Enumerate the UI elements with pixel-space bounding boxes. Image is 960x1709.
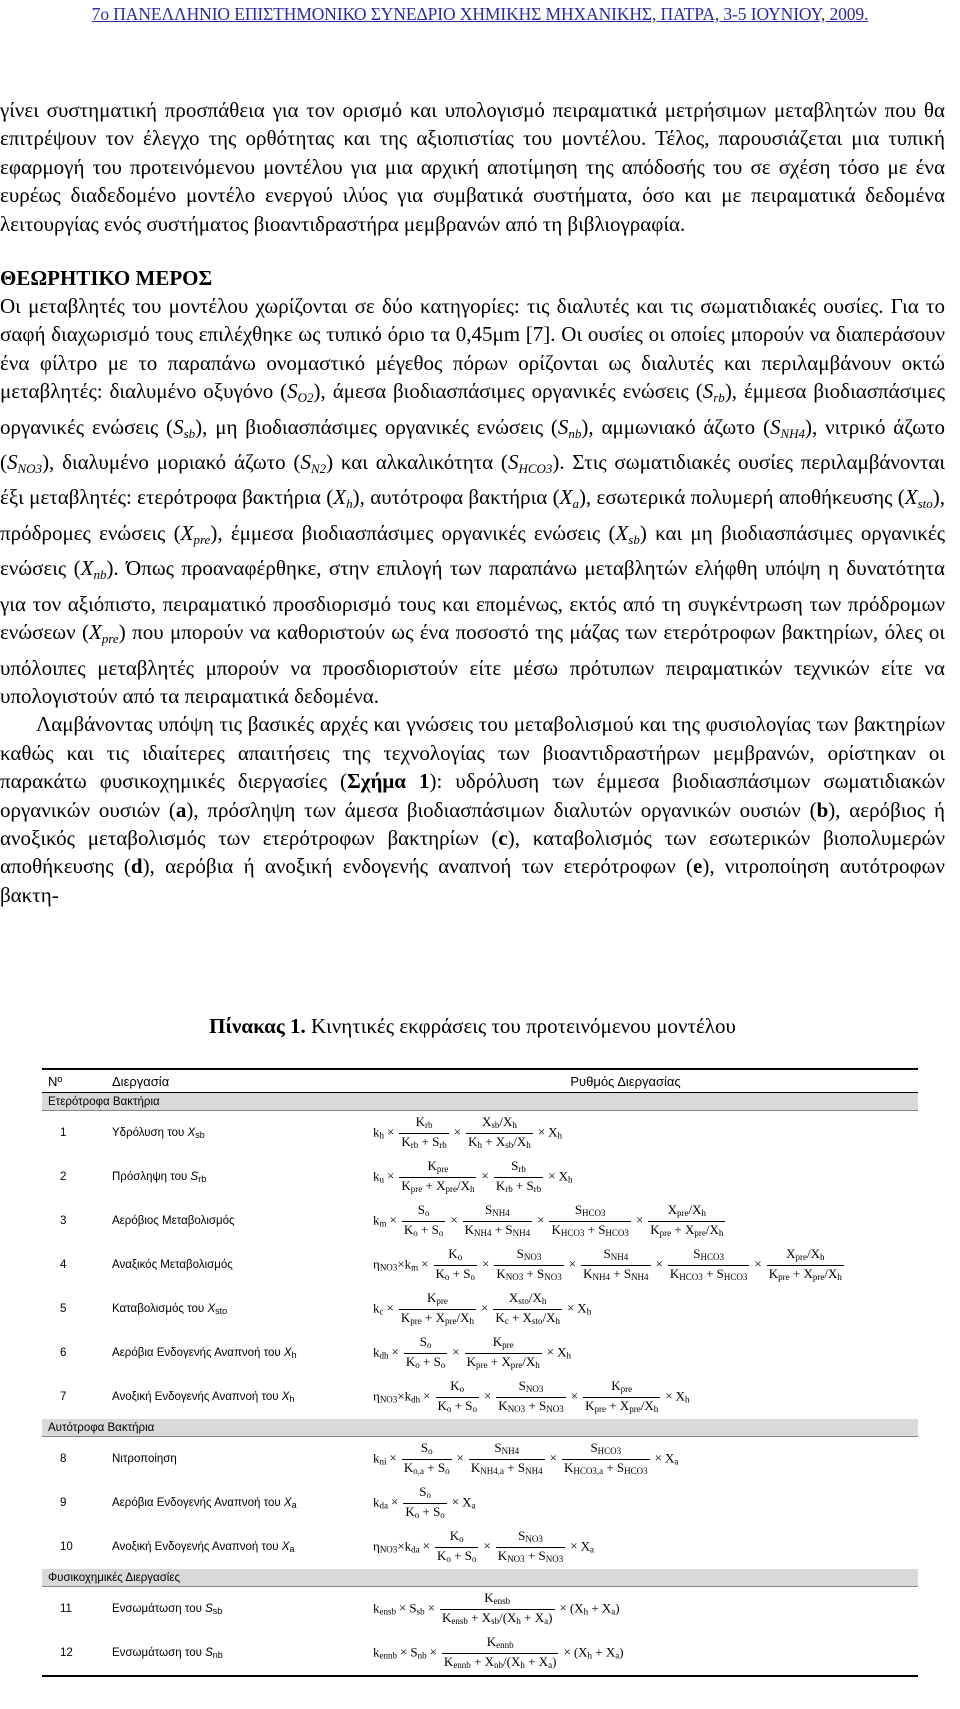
section-autotrophs: Αυτότροφα Βακτήρια xyxy=(42,1419,918,1437)
conference-header: 7ο ΠΑΝΕΛΛΗΝΙΟ ΕΠΙΣΤΗΜΟΝΙΚΟ ΣΥΝΕΔΡΙΟ ΧΗΜΙΚΗΣ ΜΗΧΑΝΙΚΗΣ, ΠΑΤΡΑ, 3-5 ΙΟΥΝΙΟΥ, 2009. xyxy=(91,4,869,24)
rate-expression: ηNO3×kdh × $\frac{Ko}{Ko + So}$ × $\frac{\text{SNO3}}{\text{KNO3 + SNO3}}$ × $\frac{\text{Kpre}}{\text{Kpre + Xpre/Xh}}$ × Xh xyxy=(373,1377,690,1414)
table-row: 9 Αερόβια Ενδογενής Αναπνοή του Xa kda × $\frac{So}{Ko + So}$ × Xa xyxy=(42,1481,918,1525)
table-row: 11 Ενσωμάτωση του Ssb kensb × Ssb × $\frac{\text{Kensb}}{\text{Kensb + Xsb/(Xh + Xa)}}$ × (Xh + Xa) xyxy=(42,1587,918,1632)
rate-expression: kensb × Ssb × $\frac{\text{Kensb}}{\text{Kensb + Xsb/(Xh + Xa)}}$ × (Xh + Xa) xyxy=(373,1589,620,1626)
kinetics-table xyxy=(42,1068,918,1677)
rate-expression: ku × $\frac{\text{Kpre}}{\text{Kpre + Xpre/Xh}}$ × $\frac{\text{Srb}}{\text{Krb + Srb}}$ × Xh xyxy=(373,1157,573,1194)
col-header-rate: Ρυθμός Διεργασίας xyxy=(333,1069,918,1093)
rate-expression: kh × $\frac{\text{Krb}}{\text{Krb + Srb}}$ × $\frac{\text{Xsb/Xh}}{\text{Kh + Xsb/Xh}}$ × Xh xyxy=(373,1113,563,1150)
table-row: 6 Αερόβια Ενδογενής Αναπνοή του Xh kdh × $\frac{So}{Ko + So}$ × $\frac{\text{Kpre}}{\text{Kpre + Xpre/Xh}}$ × Xh xyxy=(42,1331,918,1375)
intro-paragraph: γίνει συστηματική προσπάθεια για τον ορισμό και υπολογισμό πειραματικά μετρήσιμων μεταβλητών που θα επιτρέψουν τον έλεγχο της ορθότητας και της αξιοπιστίας του μοντέλου. Τέλος, παρουσιάζεται μια τυπική εφαρμογή του προτεινόμενου μοντέλου για μια αρχική αποτίμηση της απόδοσής του σε σχέση τόσο με ένα ευρέως διαδεδομένο μοντέλο ενεργού ιλύος για συμβατικά συστήματα, όσο και με πειραματικά δεδομένα λειτουργίας ενός συστήματος βιοαντιδραστήρα μεμβρανών από τη βιβλιογραφία. xyxy=(0,98,945,236)
rate-expression: ηNO3×km × $\frac{Ko}{Ko + So}$ × $\frac{\text{SNO3}}{\text{KNO3 + SNO3}}$ × $\frac{\text{SNH4}}{\text{KNH4 + SNH4}}$ × $\frac{\text{SHCO3}}{\text{KHCO3 + SHCO3}}$ × $\frac{\text{Xpre/Xh}}{\text{Kpre + Xpre/Xh}}$ xyxy=(373,1245,842,1282)
rate-expression: kc × $\frac{\text{Kpre}}{\text{Kpre + Xpre/Xh}}$ × $\frac{\text{Xsto/Xh}}{\text{Kc + Xsto/Xh}}$ × Xh xyxy=(373,1289,592,1326)
paper-body xyxy=(0,96,945,909)
rate-expression: km × $\frac{So}{Ko + So}$ × $\frac{\text{SNH4}}{\text{KNH4 + SNH4}}$ × $\frac{\text{SHCO3}}{\text{KHCO3 + SHCO3}}$ × $\frac{\text{Xpre/Xh}}{\text{Kpre + Xpre/Xh}}$ xyxy=(373,1201,724,1238)
table-row: 10 Ανοξική Ενδογενής Αναπνοή του Xa ηNO3×kda × $\frac{Ko}{Ko + So}$ × $\frac{\text{SNO3}}{\text{KNO3 + SNO3}}$ × Xa xyxy=(42,1525,918,1569)
rate-expression: kdh × $\frac{So}{Ko + So}$ × $\frac{\text{Kpre}}{\text{Kpre + Xpre/Xh}}$ × Xh xyxy=(373,1333,571,1370)
table-row: 7 Ανοξική Ενδογενής Αναπνοή του Xh ηNO3×kdh × $\frac{Ko}{Ko + So}$ × $\frac{\text{SNO3}}{\text{KNO3 + SNO3}}$ × $\frac{\text{Kpre}}{\text{Kpre + Xpre/Xh}}$ × Xh xyxy=(42,1375,918,1419)
section-heading: ΘΕΩΡΗΤΙΚΟ ΜΕΡΟΣ xyxy=(0,266,213,291)
table-row: 8 Νιτροποίηση kni × $\frac{So}{Ko,a + So}$ × $\frac{\text{SNH4}}{\text{KNH4,a + SNH4}}$ × $\frac{\text{SHCO3}}{\text{KHCO3,a + SHCO3}}$ × Xa xyxy=(42,1437,918,1482)
table-row: 12 Ενσωμάτωση του Snb kennb × Snb × $\frac{\text{Kennb}}{\text{Kennb + Xnb/(Xh + Xa)}}$ × (Xh + Xa) xyxy=(42,1631,918,1676)
rate-expression: kennb × Snb × $\frac{\text{Kennb}}{\text{Kennb + Xnb/(Xh + Xa)}}$ × (Xh + Xa) xyxy=(333,1631,918,1676)
table-caption: Πίνακας 1. Κινητικές εκφράσεις του προτεινόμενου μοντέλου xyxy=(209,1014,736,1038)
section-heterotrophs: Ετερότροφα Βακτήρια xyxy=(42,1093,918,1111)
table-row: 1 Υδρόλυση του Xsb kh × $\frac{\text{Krb}}{\text{Krb + Srb}}$ × $\frac{\text{Xsb/Xh}}{\text{Kh + Xsb/Xh}}$ × Xh xyxy=(42,1111,918,1156)
rate-expression: kni × $\frac{So}{Ko,a + So}$ × $\frac{\text{SNH4}}{\text{KNH4,a + SNH4}}$ × $\frac{\text{SHCO3}}{\text{KHCO3,a + SHCO3}}$ × Xa xyxy=(373,1439,679,1476)
variables-paragraph: Οι μεταβλητές του μοντέλου χωρίζονται σε δύο κατηγορίες: τις διαλυτές και τις σωματιδιακές ουσίες. Για το σαφή διαχωρισμό τους επιλέχθηκε ως τυπικό όριο τα 0,45μm [7]. Οι ουσίες οι οποίες μπορούν να διαπεράσουν ένα φίλτρο με το παραπάνω ονομαστικό μέγεθος πόρων ορίζονται ως διαλυτές και περιλαμβάνουν οκτώ μεταβλητές: διαλυμένο οξυγόνο $(S_{O2})$, άμεσα βιοδιασπάσιμες οργανικές ενώσεις $(S_{rb})$, έμμεσα βιοδιασπάσιμες οργανικές ενώσεις $(S_{sb})$, μη βιοδιασπάσιμες οργανικές ενώσεις $(S_{nb})$, αμμωνιακό άζωτο $(S_{NH4})$, νιτρικό άζωτο $(S_{NO3})$, διαλυμένο μοριακό άζωτο $(S_{N2})$ και αλκαλικότητα $(S_{HCO3})$. Στις σωματιδιακές ουσίες περιλαμβάνονται έξι μεταβλητές: ετερότροφα βακτήρια $(X_h)$, αυτότροφα βακτήρια $(X_a)$, εσωτερικά πολυμερή αποθήκευσης $(X_{sto})$, πρόδρομες ενώσεις $(X_{pre})$, έμμεσα βιοδιασπάσιμες οργανικές ενώσεις $(X_{sb})$ και μη βιοδιασπάσιμες οργανικές ενώσεις $(X_{nb})$. Όπως προαναφέρθηκε, στην επιλογή των παραπάνω μεταβλητών ελήφθη υπόψη η δυνατότητα για τον αξιόπιστο, πειραματικό προσδιορισμό τους και επομένως, εκτός από τη συγκέντρωση των πρόδρομων ενώσεων $(X_{pre})$ που μπορούν να καθοριστούν ως ένα ποσοστό της μάζας των ετερότροφων βακτηρίων, όλες οι υπόλοιπες μεταβλητές μπορούν να προσδιοριστούν είτε μέσω πρότυπων πειραματικών τεχνικών είτε να υπολογιστούν από τα πειραματικά δεδομένα. xyxy=(0,294,946,708)
table-row: 5 Καταβολισμός του Xsto kc × $\frac{\text{Kpre}}{\text{Kpre + Xpre/Xh}}$ × $\frac{\text{Xsto/Xh}}{\text{Kc + Xsto/Xh}}$ × Xh xyxy=(42,1287,918,1331)
rate-expression: kda × $\frac{So}{Ko + So}$ × Xa xyxy=(373,1483,476,1520)
table-row: 4 Αναξικός Μεταβολισμός ηNO3×km × $\frac{Ko}{Ko + So}$ × $\frac{\text{SNO3}}{\text{KNO3 + SNO3}}$ × $\frac{\text{SNH4}}{\text{KNH4 + SNH4}}$ × $\frac{\text{SHCO3}}{\text{KHCO3 + SHCO3}}$ × $\frac{\text{Xpre/Xh}}{\text{Kpre + Xpre/Xh}}$ xyxy=(42,1243,918,1287)
section-physicochemical: Φυσικοχημικές Διεργασίες xyxy=(42,1569,918,1587)
rate-expression: ηNO3×kda × $\frac{Ko}{Ko + So}$ × $\frac{\text{SNO3}}{\text{KNO3 + SNO3}}$ × Xa xyxy=(373,1527,594,1564)
col-header-no: Nº xyxy=(42,1069,106,1093)
table-row: 3 Αερόβιος Μεταβολισμός km × $\frac{So}{Ko + So}$ × $\frac{\text{SNH4}}{\text{KNH4 + SNH4}}$ × $\frac{\text{SHCO3}}{\text{KHCO3 + SHCO3}}$ × $\frac{\text{Xpre/Xh}}{\text{Kpre + Xpre/Xh}}$ xyxy=(42,1199,918,1243)
col-header-process: Διεργασία xyxy=(106,1069,333,1093)
table-row: 2 Πρόσληψη του Srb ku × $\frac{\text{Kpre}}{\text{Kpre + Xpre/Xh}}$ × $\frac{\text{Srb}}{\text{Krb + Srb}}$ × Xh xyxy=(42,1155,918,1199)
processes-paragraph: Λαμβάνοντας υπόψη τις βασικές αρχές και γνώσεις του μεταβολισμού και της φυσιολογίας των βακτηρίων καθώς και τις ιδιαίτερες απαιτήσεις της τεχνολογίας των βιοαντιδραστήρων μεμβρανών, ορίστηκαν οι παρακάτω φυσικοχημικές διεργασίες (Σχήμα 1): υδρόλυση των έμμεσα βιοδιασπάσιμων σωματιδιακών οργανικών ουσιών (a), πρόσληψη των άμεσα βιοδιασπάσιμων διαλυτών οργανικών ουσιών (b), αερόβιος ή ανοξικός μεταβολισμός των ετερότροφων βακτηρίων (c), καταβολισμός των εσωτερικών βιοπολυμερών αποθήκευσης (d), αερόβια ή ανοξική ενδογενής αναπνοή των ετερότροφων (e), νιτροποίηση αυτότροφων βακτη- xyxy=(0,712,946,907)
